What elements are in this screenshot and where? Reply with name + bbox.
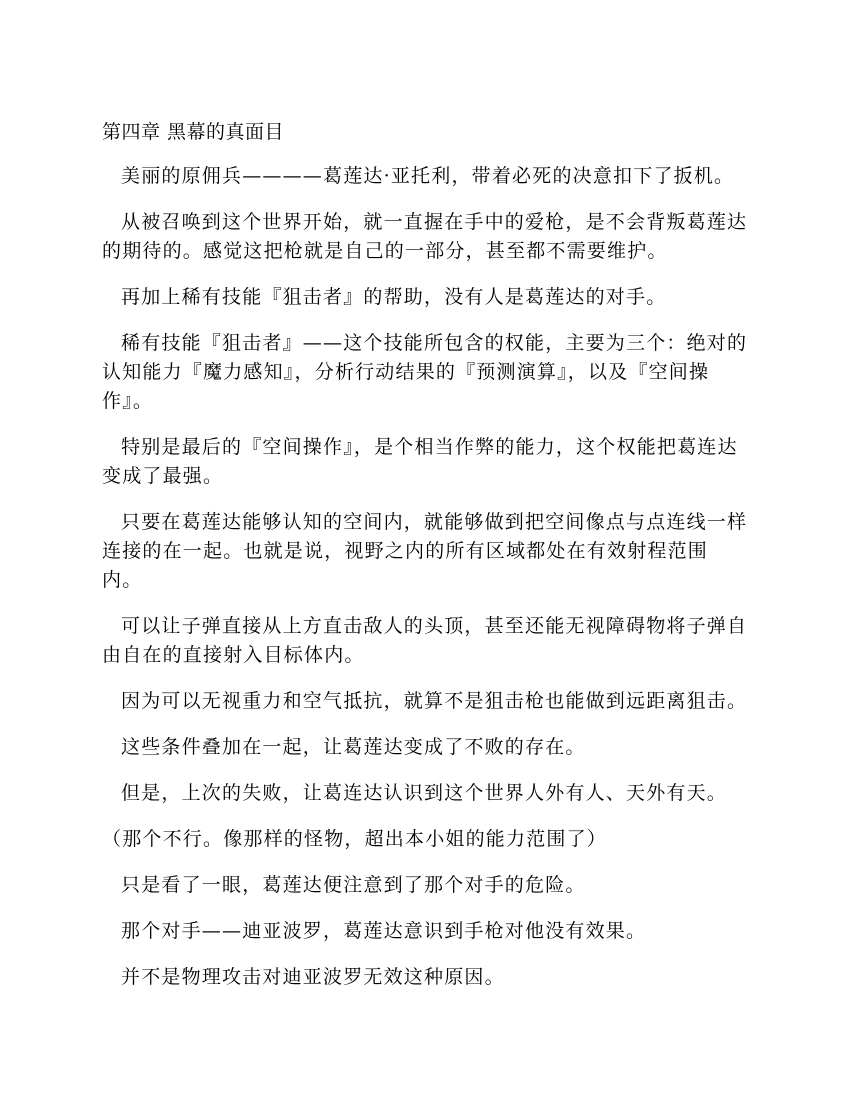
title-spacer	[102, 146, 748, 162]
paragraph: 再加上稀有技能『狙击者』的帮助，没有人是葛莲达的对手。	[121, 286, 667, 308]
paragraph: 从被召唤到这个世界开始，就一直握在手中的爱枪，是不会背叛葛莲达的期待的。感觉这把枪就是自己的一部分，甚至都不需要维护。	[102, 211, 748, 262]
paragraph: 并不是物理攻击对迪亚波罗无效这种原因。	[121, 966, 505, 988]
paragraph: 但是，上次的失败，让葛连达认识到这个世界人外有人、天外有天。	[121, 782, 728, 804]
paragraph: 那个对手——迪亚波罗，葛莲达意识到手枪对他没有效果。	[121, 920, 647, 942]
paragraph: 可以让子弹直接从上方直击敌人的头顶，甚至还能无视障碍物将子弹自由自在的直接射入目标体内。	[102, 615, 748, 666]
paragraph: 只要在葛莲达能够认知的空间内，就能够做到把空间像点与点连线一样连接的在一起。也就是说，视野之内的所有区域都处在有效射程范围内。	[102, 511, 748, 591]
document-body	[102, 118, 748, 992]
paragraph: 只是看了一眼，葛莲达便注意到了那个对手的危险。	[121, 874, 586, 896]
paragraph: 稀有技能『狙击者』——这个技能所包含的权能，主要为三个：绝对的认知能力『魔力感知』，分析行动结果的『预测演算』，以及『空间操作』。	[102, 332, 748, 412]
paragraph: 特别是最后的『空间操作』，是个相当作弊的能力，这个权能把葛连达变成了最强。	[102, 436, 738, 487]
paragraph: 这些条件叠加在一起，让葛莲达变成了不败的存在。	[121, 736, 586, 758]
dialogue-paragraph: （那个不行。像那样的怪物，超出本小姐的能力范围了）	[102, 828, 608, 850]
paragraph: 因为可以无视重力和空气抵抗，就算不是狙击枪也能做到远距离狙击。	[121, 690, 748, 712]
chapter-title: 第四章 黑幕的真面目	[102, 121, 285, 143]
paragraph: 美丽的原佣兵————葛莲达·亚托利，带着必死的决意扣下了扳机。	[121, 165, 735, 187]
